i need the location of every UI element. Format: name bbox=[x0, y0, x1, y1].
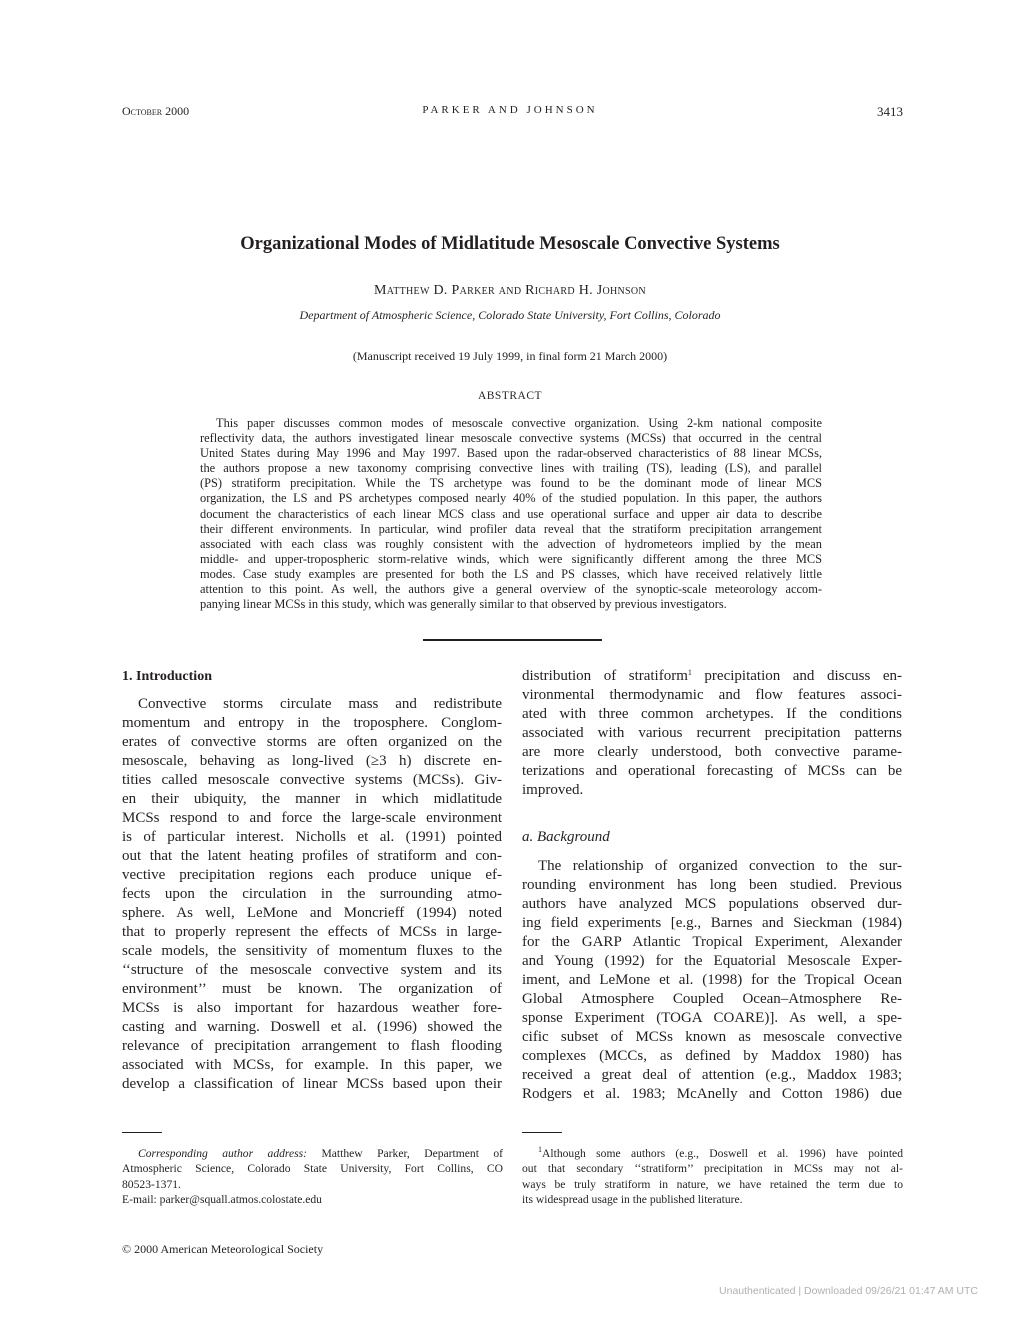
background-paragraph bbox=[522, 857, 902, 1104]
footnote-1 bbox=[522, 1146, 903, 1207]
paragraph-line: ‘‘structure of the mesoscale convective system and its bbox=[122, 962, 502, 978]
text: precipitation and discuss en- bbox=[691, 668, 902, 684]
paragraph-line: MCSs respond to and force the large-scale environment bbox=[122, 810, 502, 826]
paragraph-line: complexes (MCCs, as defined by Maddox 1980) has bbox=[522, 1048, 902, 1064]
paragraph-line: are more clearly understood, both convective parame- bbox=[522, 744, 902, 760]
paragraph-line: rounding environment has long been studied. Previous bbox=[522, 877, 902, 893]
paragraph-line: associated with MCSs, for example. In this paper, we bbox=[122, 1057, 502, 1073]
paragraph-line: Global Atmosphere Coupled Ocean–Atmosphere Re- bbox=[522, 991, 902, 1007]
footnote-line: Atmospheric Science, Colorado State University, Fort Collins, CO bbox=[122, 1162, 503, 1176]
paragraph-line: organization, the LS and PS archetypes composed nearly 40% of the studied population. In this paper, the authors bbox=[200, 491, 822, 506]
running-header-authors: PARKER AND JOHNSON bbox=[422, 104, 598, 116]
paragraph-line: environment’’ must be known. The organization of bbox=[122, 981, 502, 997]
section-heading-introduction: 1. Introduction bbox=[122, 669, 212, 684]
footnote-line: its widespread usage in the published literature. bbox=[522, 1192, 743, 1206]
paragraph-line: middle- and upper-tropospheric storm-relative winds, which were significantly different among the three MCS bbox=[200, 551, 822, 566]
paragraph-line: momentum and entropy in the troposphere. Conglom- bbox=[122, 715, 502, 731]
paragraph-line: for the GARP Atlantic Tropical Experiment, Alexander bbox=[522, 934, 902, 950]
paragraph-line: develop a classification of linear MCSs based upon their bbox=[122, 1076, 502, 1092]
footnote-line: ways be truly stratiform in nature, we have retained the term due to bbox=[522, 1177, 903, 1191]
copyright: © 2000 American Meteorological Society bbox=[122, 1242, 324, 1256]
paragraph-line: modes. Case study examples are presented for both the LS and PS classes, which have received relatively little bbox=[200, 566, 822, 581]
paragraph-line: ated with three common archetypes. If the conditions bbox=[522, 706, 902, 722]
paragraph-line: authors have analyzed MCS populations observed dur- bbox=[522, 896, 902, 912]
running-header-date: October 2000 bbox=[122, 104, 190, 118]
paragraph-line: scale models, the sensitivity of momentum fluxes to the bbox=[122, 943, 502, 959]
manuscript-dates: (Manuscript received 19 July 1999, in final form 21 March 2000) bbox=[352, 349, 668, 363]
authors: Matthew D. Parker and Richard H. Johnson bbox=[374, 283, 646, 298]
paragraph-line: their different environments. In particular, wind profiler data reveal that the stratiform precipitation arrangement bbox=[200, 521, 822, 536]
paragraph-line: fects upon the circulation in the surrounding atmo- bbox=[122, 886, 502, 902]
paragraph-line: vironmental thermodynamic and flow features associ- bbox=[522, 687, 902, 703]
right-column bbox=[522, 667, 902, 1104]
paragraph-line: and Young (1992) for the Equatorial Mesoscale Exper- bbox=[522, 953, 902, 969]
paragraph-line: terizations and operational forecasting of MCSs can be bbox=[522, 763, 902, 779]
paragraph-line: Convective storms circulate mass and redistribute bbox=[138, 696, 502, 712]
paragraph-line: received a great deal of attention (e.g., Maddox 1983; bbox=[522, 1067, 902, 1083]
paragraph-line: panying linear MCSs in this study, which was generally similar to that observed by previous investigators. bbox=[200, 597, 727, 612]
footnote-marker: 1 bbox=[687, 668, 692, 677]
affiliation: Department of Atmospheric Science, Colorado State University, Fort Collins, Colorado bbox=[299, 308, 721, 322]
paragraph-line: This paper discusses common modes of mesoscale convective organization. Using 2-km national composite bbox=[216, 416, 822, 430]
paragraph-line: attention to this point. As well, the authors give a general overview of the synoptic-scale meteorology accom- bbox=[200, 582, 822, 597]
paragraph-line: iment, and LeMone et al. (1998) for the Tropical Ocean bbox=[522, 972, 902, 988]
paragraph-line: MCSs is also important for hazardous weather fore- bbox=[122, 1000, 502, 1016]
section-divider bbox=[423, 639, 602, 641]
paragraph-line: cific subset of MCSs known as mesoscale convective bbox=[522, 1029, 902, 1045]
footnote-rule bbox=[122, 1132, 162, 1133]
text: Matthew Parker, Department of bbox=[307, 1147, 503, 1160]
subsection-heading-background: a. Background bbox=[522, 829, 610, 845]
page-number: 3413 bbox=[877, 104, 903, 119]
paragraph-line: tities called mesoscale convective systems (MCSs). Giv- bbox=[122, 772, 502, 788]
paragraph-line: associated with each class was roughly consistent with the advection of hydrometeors implied by the mean bbox=[200, 536, 822, 551]
paragraph-line: is of particular interest. Nicholls et al. (1991) pointed bbox=[122, 829, 502, 845]
paragraph-line: The relationship of organized convection to the sur- bbox=[538, 858, 902, 874]
paragraph-line: casting and warning. Doswell et al. (1996) showed the bbox=[122, 1019, 502, 1035]
paragraph-line: Rodgers et al. 1983; McAnelly and Cotton 1986) due bbox=[522, 1086, 902, 1102]
email: E-mail: parker@squall.atmos.colostate.edu bbox=[122, 1192, 322, 1206]
paragraph-line: out that the latent heating profiles of stratiform and con- bbox=[122, 848, 502, 864]
corresponding-author-footnote bbox=[122, 1146, 503, 1207]
text: distribution of stratiform bbox=[522, 668, 688, 684]
paragraph-line: reflectivity data, the authors investigated linear mesoscale convective systems (MCSs) that occurred in the central bbox=[200, 431, 822, 446]
paragraph-line: erates of convective storms are often organized on the bbox=[122, 734, 502, 750]
left-column bbox=[122, 667, 502, 1094]
footnote-rule bbox=[522, 1132, 562, 1133]
paragraph-line: improved. bbox=[522, 782, 584, 798]
footnote-line: out that secondary ‘‘stratiform’’ precipitation in MCSs may not al- bbox=[522, 1162, 903, 1176]
paragraph-line: United States during May 1996 and May 1997. Based upon the radar-observed characteristics of 88 linear MCSs, bbox=[200, 446, 822, 461]
paragraph-line: mesoscale, behaving as long-lived (≥3 h) discrete en- bbox=[122, 753, 502, 769]
footnote-line: 80523-1371. bbox=[122, 1177, 181, 1191]
paragraph-line: vective precipitation regions each produce unique ef- bbox=[122, 867, 502, 883]
paragraph-line: sphere. As well, LeMone and Moncrieff (1994) noted bbox=[122, 905, 502, 921]
paragraph-line: relevance of precipitation arrangement to flash flooding bbox=[122, 1038, 502, 1054]
paragraph-line: (PS) stratiform precipitation. While the TS archetype was found to be the dominant mode of linear MCS bbox=[200, 476, 822, 491]
paper-title: Organizational Modes of Midlatitude Mesoscale Convective Systems bbox=[240, 234, 780, 254]
abstract-heading: ABSTRACT bbox=[477, 390, 543, 402]
paragraph-line: en their ubiquity, the manner in which midlatitude bbox=[122, 791, 502, 807]
text: Although some authors (e.g., Doswell et al. 1996) have pointed bbox=[542, 1147, 903, 1160]
paragraph-line: associated with various recurrent precipitation patterns bbox=[522, 725, 902, 741]
paragraph-line bbox=[522, 667, 902, 686]
paragraph-line: ing field experiments [e.g., Barnes and Sieckman (1984) bbox=[522, 915, 902, 931]
paragraph-line: sponse Experiment (TOGA COARE)]. As well, a spe- bbox=[522, 1010, 902, 1026]
paragraph-line: document the characteristics of each linear MCS class and use operational surface and upper air data to describe bbox=[200, 506, 822, 521]
abstract bbox=[200, 416, 822, 612]
download-notice: Unauthenticated | Downloaded 09/26/21 01:47 AM UTC bbox=[719, 1285, 978, 1297]
paragraph-line: that to properly represent the effects of MCSs in large- bbox=[122, 924, 502, 940]
paragraph-line: the authors propose a new taxonomy comprising convective lines with trailing (TS), leading (LS), and parallel bbox=[200, 461, 822, 476]
corresponding-label: Corresponding author address: bbox=[138, 1147, 308, 1160]
footnote-marker: 1 bbox=[538, 1145, 542, 1154]
introduction-continuation bbox=[522, 686, 902, 800]
introduction-paragraph bbox=[122, 695, 502, 1094]
